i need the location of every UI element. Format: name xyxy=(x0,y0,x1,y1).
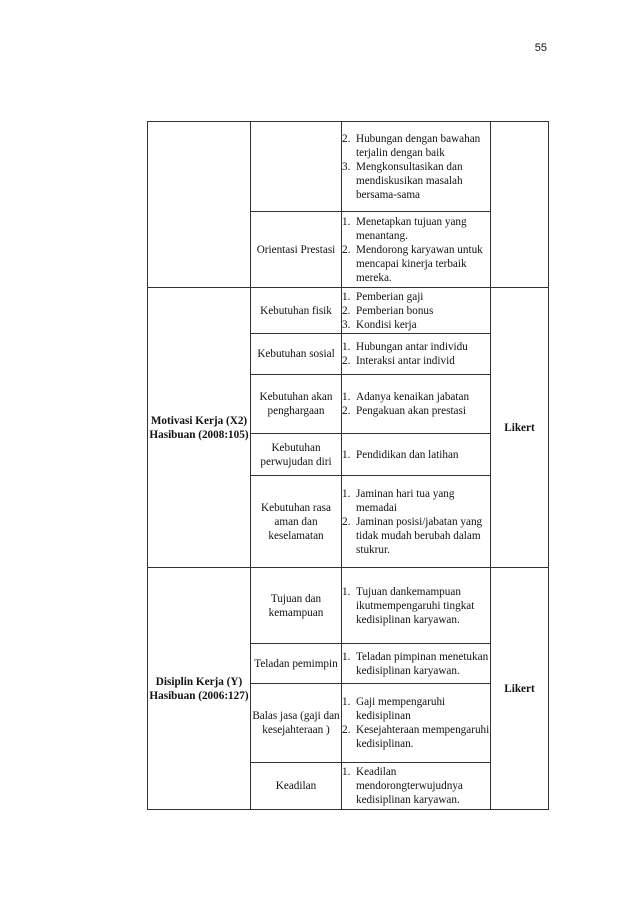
indicator-text: Kondisi kerja xyxy=(356,318,417,331)
list-item xyxy=(342,354,490,368)
dimension-cell xyxy=(251,684,342,763)
indicator-cell xyxy=(342,375,491,434)
variable-label: Motivasi Kerja (X2) Hasibuan (2008:105) xyxy=(149,414,249,441)
dimension-cell xyxy=(251,568,342,644)
indicator-list xyxy=(342,290,490,332)
list-item xyxy=(342,515,490,557)
indicator-text: Keadilan mendorongterwujudnya kedisiplinan karyawan. xyxy=(356,766,463,806)
indicator-list xyxy=(342,585,490,627)
variable-cell xyxy=(148,288,251,568)
indicator-cell xyxy=(342,334,491,375)
indicator-cell xyxy=(342,644,491,684)
indicator-number: 1. xyxy=(342,448,351,461)
indicator-cell xyxy=(342,684,491,763)
dimension-label: Keadilan xyxy=(275,780,317,792)
indicator-cell xyxy=(342,476,491,568)
list-item xyxy=(342,487,490,515)
indicator-text: Pemberian bonus xyxy=(356,304,434,317)
list-item xyxy=(342,695,490,723)
indicator-text: Jaminan hari tua yang memadai xyxy=(356,487,455,514)
table-row xyxy=(148,122,549,212)
dimension-label: Tujuan dan kemampuan xyxy=(268,592,324,619)
indicator-text: Pemberian gaji xyxy=(356,290,424,303)
indicator-number: 2. xyxy=(342,405,351,417)
indicator-number: 2. xyxy=(342,355,351,367)
list-item xyxy=(342,160,490,202)
indicator-number: 2. xyxy=(342,304,351,317)
indicator-list xyxy=(342,390,490,418)
table-row xyxy=(148,288,549,334)
indicator-cell xyxy=(342,763,491,810)
indicator-cell xyxy=(342,288,491,334)
dimension-cell xyxy=(251,644,342,684)
indicator-number: 1. xyxy=(342,215,351,228)
indicator-number: 2. xyxy=(342,132,351,145)
indicator-text: Gaji mempengaruhi kedisiplinan xyxy=(356,696,446,722)
indicator-list xyxy=(342,650,490,678)
list-item xyxy=(342,304,490,318)
list-item xyxy=(342,765,490,807)
list-item xyxy=(342,243,490,285)
indicator-number: 1. xyxy=(342,766,351,778)
indicator-list xyxy=(342,448,490,462)
variable-cell xyxy=(148,568,251,810)
dimension-label: Orientasi Prestasi xyxy=(256,243,336,256)
operational-variable-table xyxy=(147,121,549,810)
indicator-number: 1. xyxy=(342,696,351,708)
list-item xyxy=(342,132,490,160)
indicator-number: 1. xyxy=(342,391,351,403)
indicator-text: Adanya kenaikan jabatan xyxy=(356,391,470,403)
scale-cell xyxy=(491,122,549,288)
indicator-text: Kesejahteraan mempengaruhi kedisiplinan. xyxy=(356,724,490,750)
indicator-text: Menetapkan tujuan yang menantang. xyxy=(356,215,467,242)
indicator-number: 2. xyxy=(342,724,351,736)
scale-cell xyxy=(491,568,549,810)
indicator-number: 1. xyxy=(342,341,351,353)
indicator-text: Pendidikan dan latihan xyxy=(356,448,459,461)
indicator-text: Pengakuan akan prestasi xyxy=(356,405,466,417)
dimension-cell xyxy=(251,476,342,568)
list-item xyxy=(342,650,490,678)
dimension-label: Kebutuhan rasa aman dan keselamatan xyxy=(261,501,331,542)
dimension-cell xyxy=(251,434,342,476)
list-item xyxy=(342,318,490,332)
variable-cell xyxy=(148,122,251,288)
indicator-cell xyxy=(342,122,491,212)
dimension-cell xyxy=(251,334,342,375)
indicator-number: 2. xyxy=(342,515,351,528)
scale-label: Likert xyxy=(504,682,535,695)
indicator-text: Mendorong karyawan untuk mencapai kinerja terbaik mereka. xyxy=(356,243,483,284)
list-item xyxy=(342,215,490,243)
indicator-list xyxy=(342,340,490,368)
indicator-number: 3. xyxy=(342,160,351,173)
indicator-text: Teladan pimpinan menetukan kedisiplinan karyawan. xyxy=(356,650,489,677)
list-item xyxy=(342,290,490,304)
dimension-label: Teladan pemimpin xyxy=(254,657,338,670)
indicator-number: 1. xyxy=(342,487,351,500)
indicator-number: 1. xyxy=(342,290,351,303)
list-item xyxy=(342,723,490,751)
indicator-list xyxy=(342,215,490,285)
scale-cell xyxy=(491,288,549,568)
dimension-label: Kebutuhan perwujudan diri xyxy=(260,441,332,468)
page-number: 55 xyxy=(534,42,547,54)
list-item xyxy=(342,340,490,354)
indicator-text: Hubungan antar individu xyxy=(356,341,468,353)
indicator-number: 2. xyxy=(342,243,351,256)
dimension-label: Kebutuhan sosial xyxy=(257,348,335,360)
indicator-cell xyxy=(342,434,491,476)
dimension-label: Kebutuhan fisik xyxy=(260,304,332,317)
dimension-cell xyxy=(251,122,342,212)
dimension-cell xyxy=(251,375,342,434)
indicator-text: Hubungan dengan bawahan terjalin dengan baik xyxy=(356,132,481,159)
indicator-text: Mengkonsultasikan dan mendiskusikan masalah bersama-sama xyxy=(356,160,463,201)
indicator-list xyxy=(342,487,490,557)
table-row xyxy=(148,568,549,644)
indicator-list xyxy=(342,132,490,202)
indicator-list xyxy=(342,695,490,751)
indicator-text: Interaksi antar individ xyxy=(356,355,455,367)
indicator-number: 1. xyxy=(342,585,351,598)
list-item xyxy=(342,404,490,418)
indicator-number: 1. xyxy=(342,650,351,663)
indicator-list xyxy=(342,765,490,807)
indicator-number: 3. xyxy=(342,318,351,331)
dimension-cell xyxy=(251,212,342,288)
indicator-cell xyxy=(342,568,491,644)
dimension-cell xyxy=(251,288,342,334)
list-item xyxy=(342,448,490,462)
indicator-text: Jaminan posisi/jabatan yang tidak mudah berubah dalam stukrur. xyxy=(356,515,483,556)
scale-label: Likert xyxy=(504,421,535,434)
dimension-cell xyxy=(251,763,342,810)
variable-label: Disiplin Kerja (Y) Hasibuan (2006:127) xyxy=(149,675,249,702)
list-item xyxy=(342,390,490,404)
indicator-cell xyxy=(342,212,491,288)
list-item xyxy=(342,585,490,627)
dimension-label: Balas jasa (gaji dan kesejahteraan ) xyxy=(252,710,340,736)
dimension-label: Kebutuhan akan penghargaan xyxy=(259,391,333,417)
indicator-text: Tujuan dankemampuan ikutmempengaruhi tingkat kedisiplinan karyawan. xyxy=(356,585,475,626)
